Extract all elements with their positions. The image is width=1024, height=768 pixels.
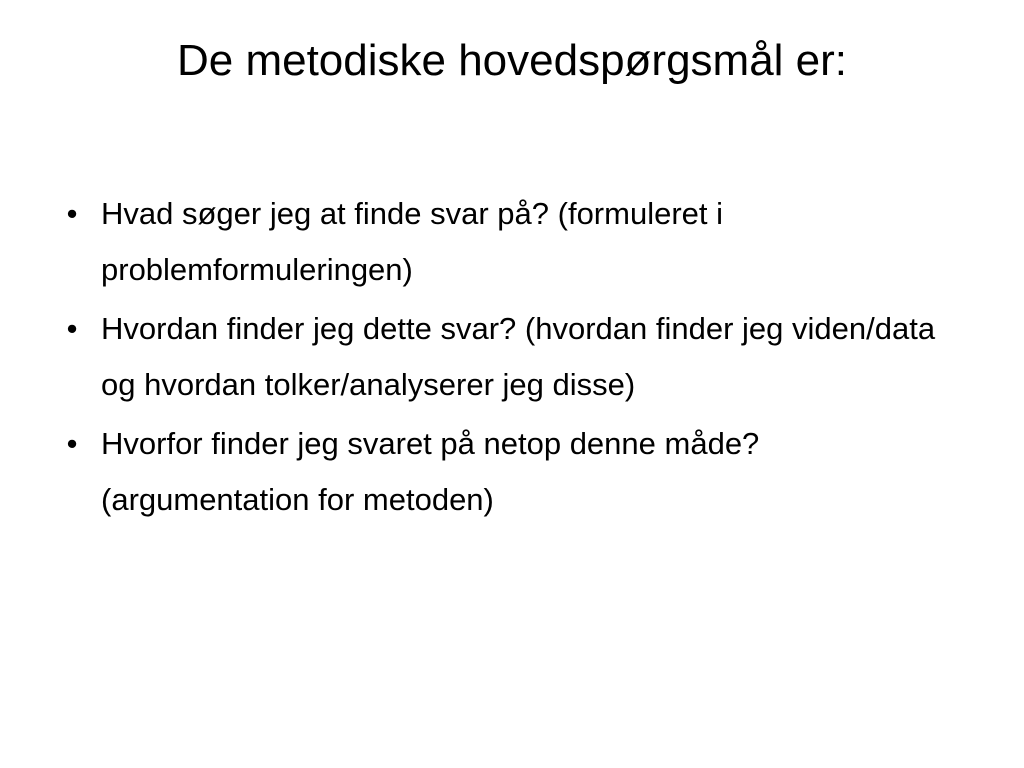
bullet-icon: • [66,311,78,346]
bullet-icon: • [66,426,78,461]
bullet-text-3: Hvorfor finder jeg svaret på netop denne måde? (argumentation for metoden) [101,426,760,517]
bullet-item-2 [60,301,970,413]
bullet-text-2: Hvordan finder jeg dette svar? (hvordan finder jeg viden/data og hvordan tolker/analyserer jeg disse) [101,311,936,402]
bullet-text-1: Hvad søger jeg at finde svar på? (formuleret i problemformuleringen) [101,196,723,287]
bullet-item-3 [60,416,970,528]
bullet-item-1 [60,186,970,298]
slide-title: De metodiske hovedspørgsmål er: [176,36,848,85]
bullet-icon: • [66,196,78,231]
bullet-list [60,186,970,531]
